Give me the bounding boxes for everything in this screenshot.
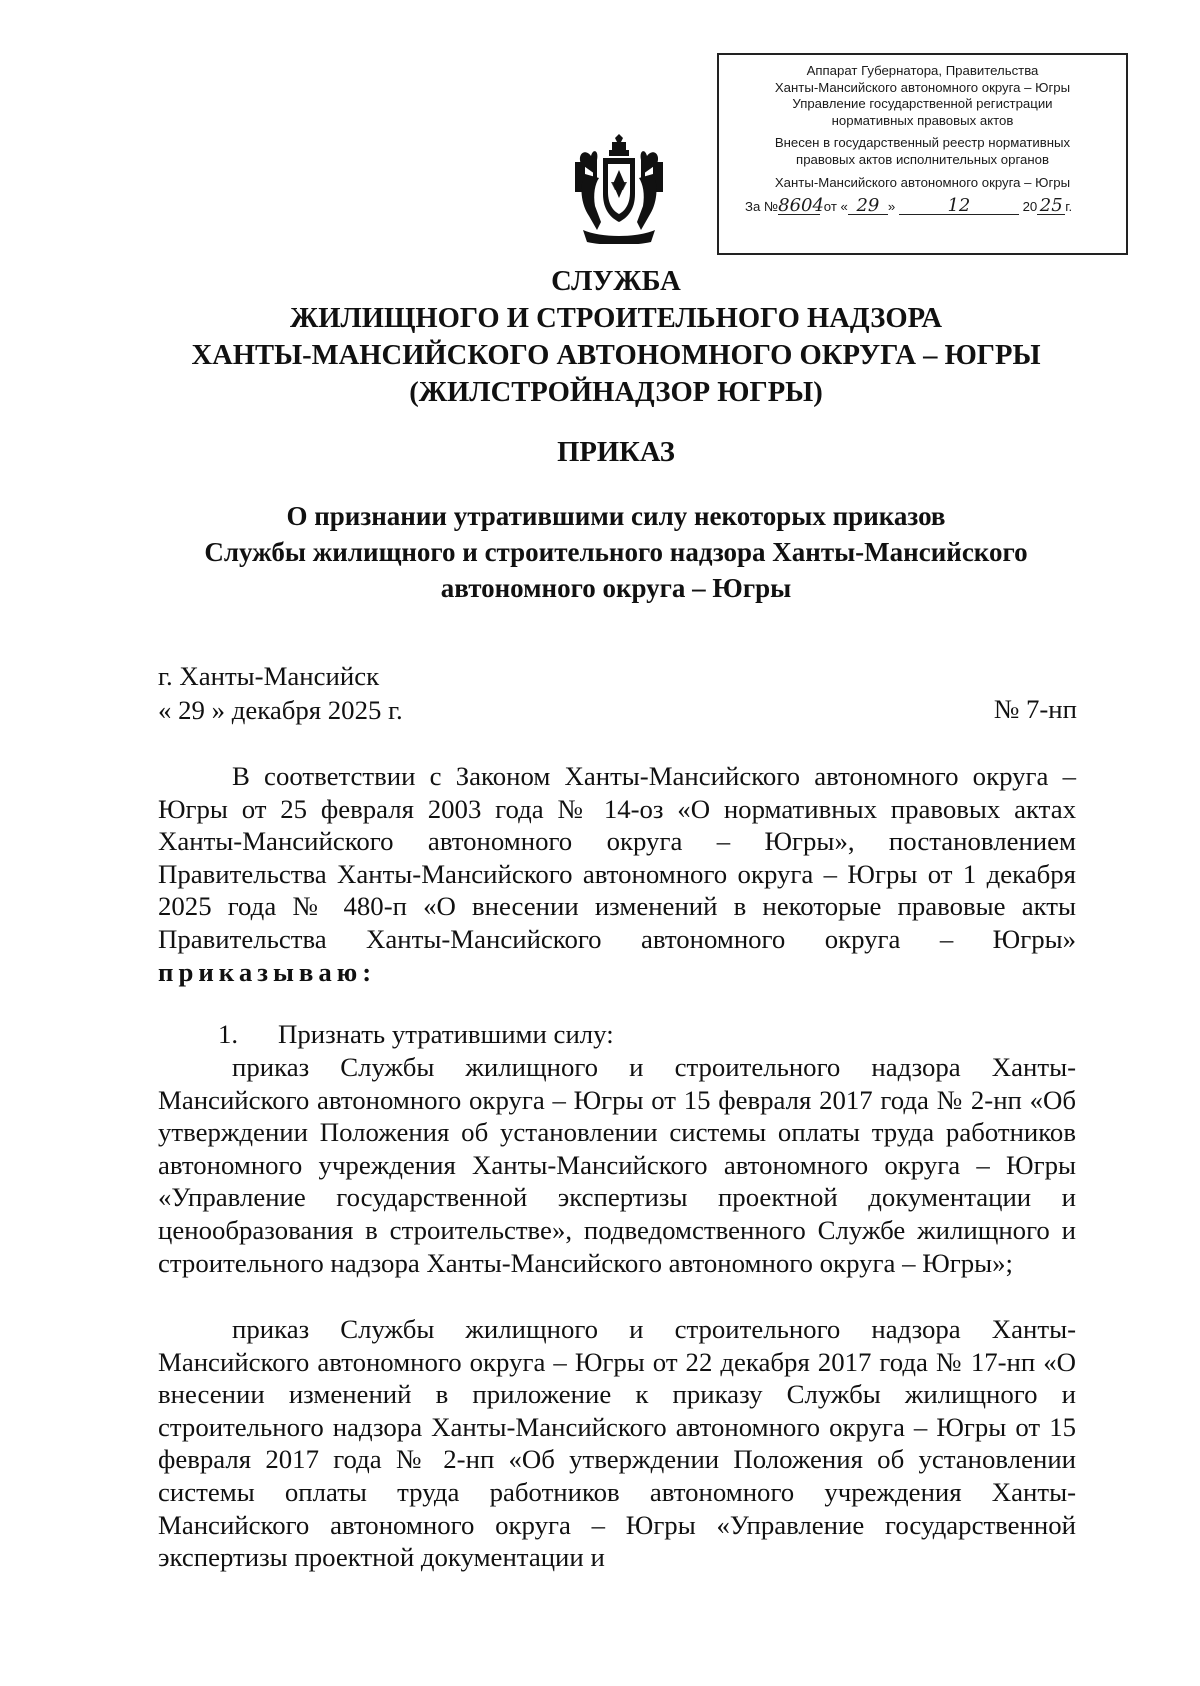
- agency-header: [0, 263, 1200, 411]
- preamble-paragraph: [158, 760, 1076, 988]
- subject-line: О признании утратившими силу некоторых приказов: [286, 501, 946, 531]
- preamble-text: В соответствии с Законом Ханты-Мансийского автономного округа – Югры от 25 февраля 2003 года № 14-оз «О нормативных правовых актах Ханты-Мансийского автономного округа – Югры», постановлением Правительства Ханты-Мансийского автономного округа – Югры от 1 декабря 2025 года № 480-п «О внесении изменений в некоторые правовые акты Правительства Ханты-Мансийского автономного округа – Югры»: [158, 761, 1076, 954]
- stamp-line: нормативных правовых актов: [831, 112, 1014, 128]
- stamp-quote-close: »: [887, 198, 896, 214]
- document-type: ПРИКАЗ: [557, 437, 675, 468]
- list-item: [158, 1018, 1076, 1051]
- registration-stamp: [717, 53, 1128, 255]
- stamp-year-prefix: 20: [1022, 198, 1038, 214]
- document-subject: [0, 498, 1200, 606]
- stamp-reg-month: 12: [899, 198, 1019, 216]
- agency-line: ХАНТЫ-МАНСИЙСКОГО АВТОНОМНОГО ОКРУГА – ЮГРЫ: [191, 340, 1041, 371]
- order-word: приказываю:: [158, 956, 377, 987]
- stamp-line: Внесен в государственный реестр нормативных: [774, 135, 1071, 150]
- document-date: « 29 » декабря 2025 г.: [158, 695, 403, 725]
- stamp-reg-day: 29: [848, 198, 888, 216]
- stamp-line: Управление государственной регистрации: [792, 96, 1053, 111]
- agency-line: (ЖИЛСТРОЙНАДЗОР ЮГРЫ): [409, 377, 823, 408]
- stamp-line: Ханты-Мансийского автономного округа – Югры: [774, 79, 1071, 95]
- item-text: Признать утратившими силу:: [278, 1019, 614, 1049]
- stamp-line: Аппарат Губернатора, Правительства: [806, 63, 1039, 78]
- agency-line: ЖИЛИЩНОГО И СТРОИТЕЛЬНОГО НАДЗОРА: [289, 303, 943, 334]
- subject-line: автономного округа – Югры: [440, 573, 792, 603]
- coat-of-arms-icon: [571, 134, 667, 244]
- document-number: № 7-нп: [993, 694, 1077, 724]
- repealed-order-paragraph: приказ Службы жилищного и строительного надзора Ханты-Мансийского автономного округа – Югры от 15 февраля 2017 года № 2-нп «Об утверждении Положения об установлении системы оплаты труда работников автономного учреждения Ханты-Мансийского автономного округа – Югры «Управление государственной экспертизы проектной документации и ценообразования в строительстве», подведомственного Службе жилищного и строительного надзора Ханты-Мансийского автономного округа – Югры»;: [158, 1052, 1076, 1278]
- stamp-reg-year: 25: [1037, 198, 1065, 216]
- stamp-reg-prefix: За №: [745, 198, 779, 214]
- stamp-reg-number: 8604: [778, 194, 824, 216]
- agency-line: СЛУЖБА: [551, 266, 681, 297]
- stamp-registry-block: [723, 135, 1122, 168]
- item-number: 1.: [218, 1019, 239, 1049]
- stamp-line: правовых актов исполнительных органов: [796, 151, 1049, 167]
- repealed-order-paragraph: приказ Службы жилищного и строительного надзора Ханты-Мансийского автономного округа – Югры от 22 декабря 2017 года № 17-нп «О внесении изменений в приложение к приказу Службы жилищного и строительного надзора Ханты-Мансийского автономного округа – Югры от 15 февраля 2017 года № 2-нп «Об утверждении Положения об установлении системы оплаты труда работников автономного учреждения Ханты-Мансийского автономного округа – Югры «Управление государственной экспертизы проектной документации и: [158, 1314, 1076, 1573]
- stamp-from-label: от «: [823, 198, 848, 214]
- subject-line: Службы жилищного и строительного надзора Ханты-Мансийского: [204, 537, 1028, 567]
- place: г. Ханты-Мансийск: [158, 661, 380, 691]
- stamp-registration-line: [723, 194, 1122, 216]
- stamp-year-suffix: г.: [1065, 198, 1073, 214]
- stamp-line: Ханты-Мансийского автономного округа – Югры: [774, 175, 1071, 190]
